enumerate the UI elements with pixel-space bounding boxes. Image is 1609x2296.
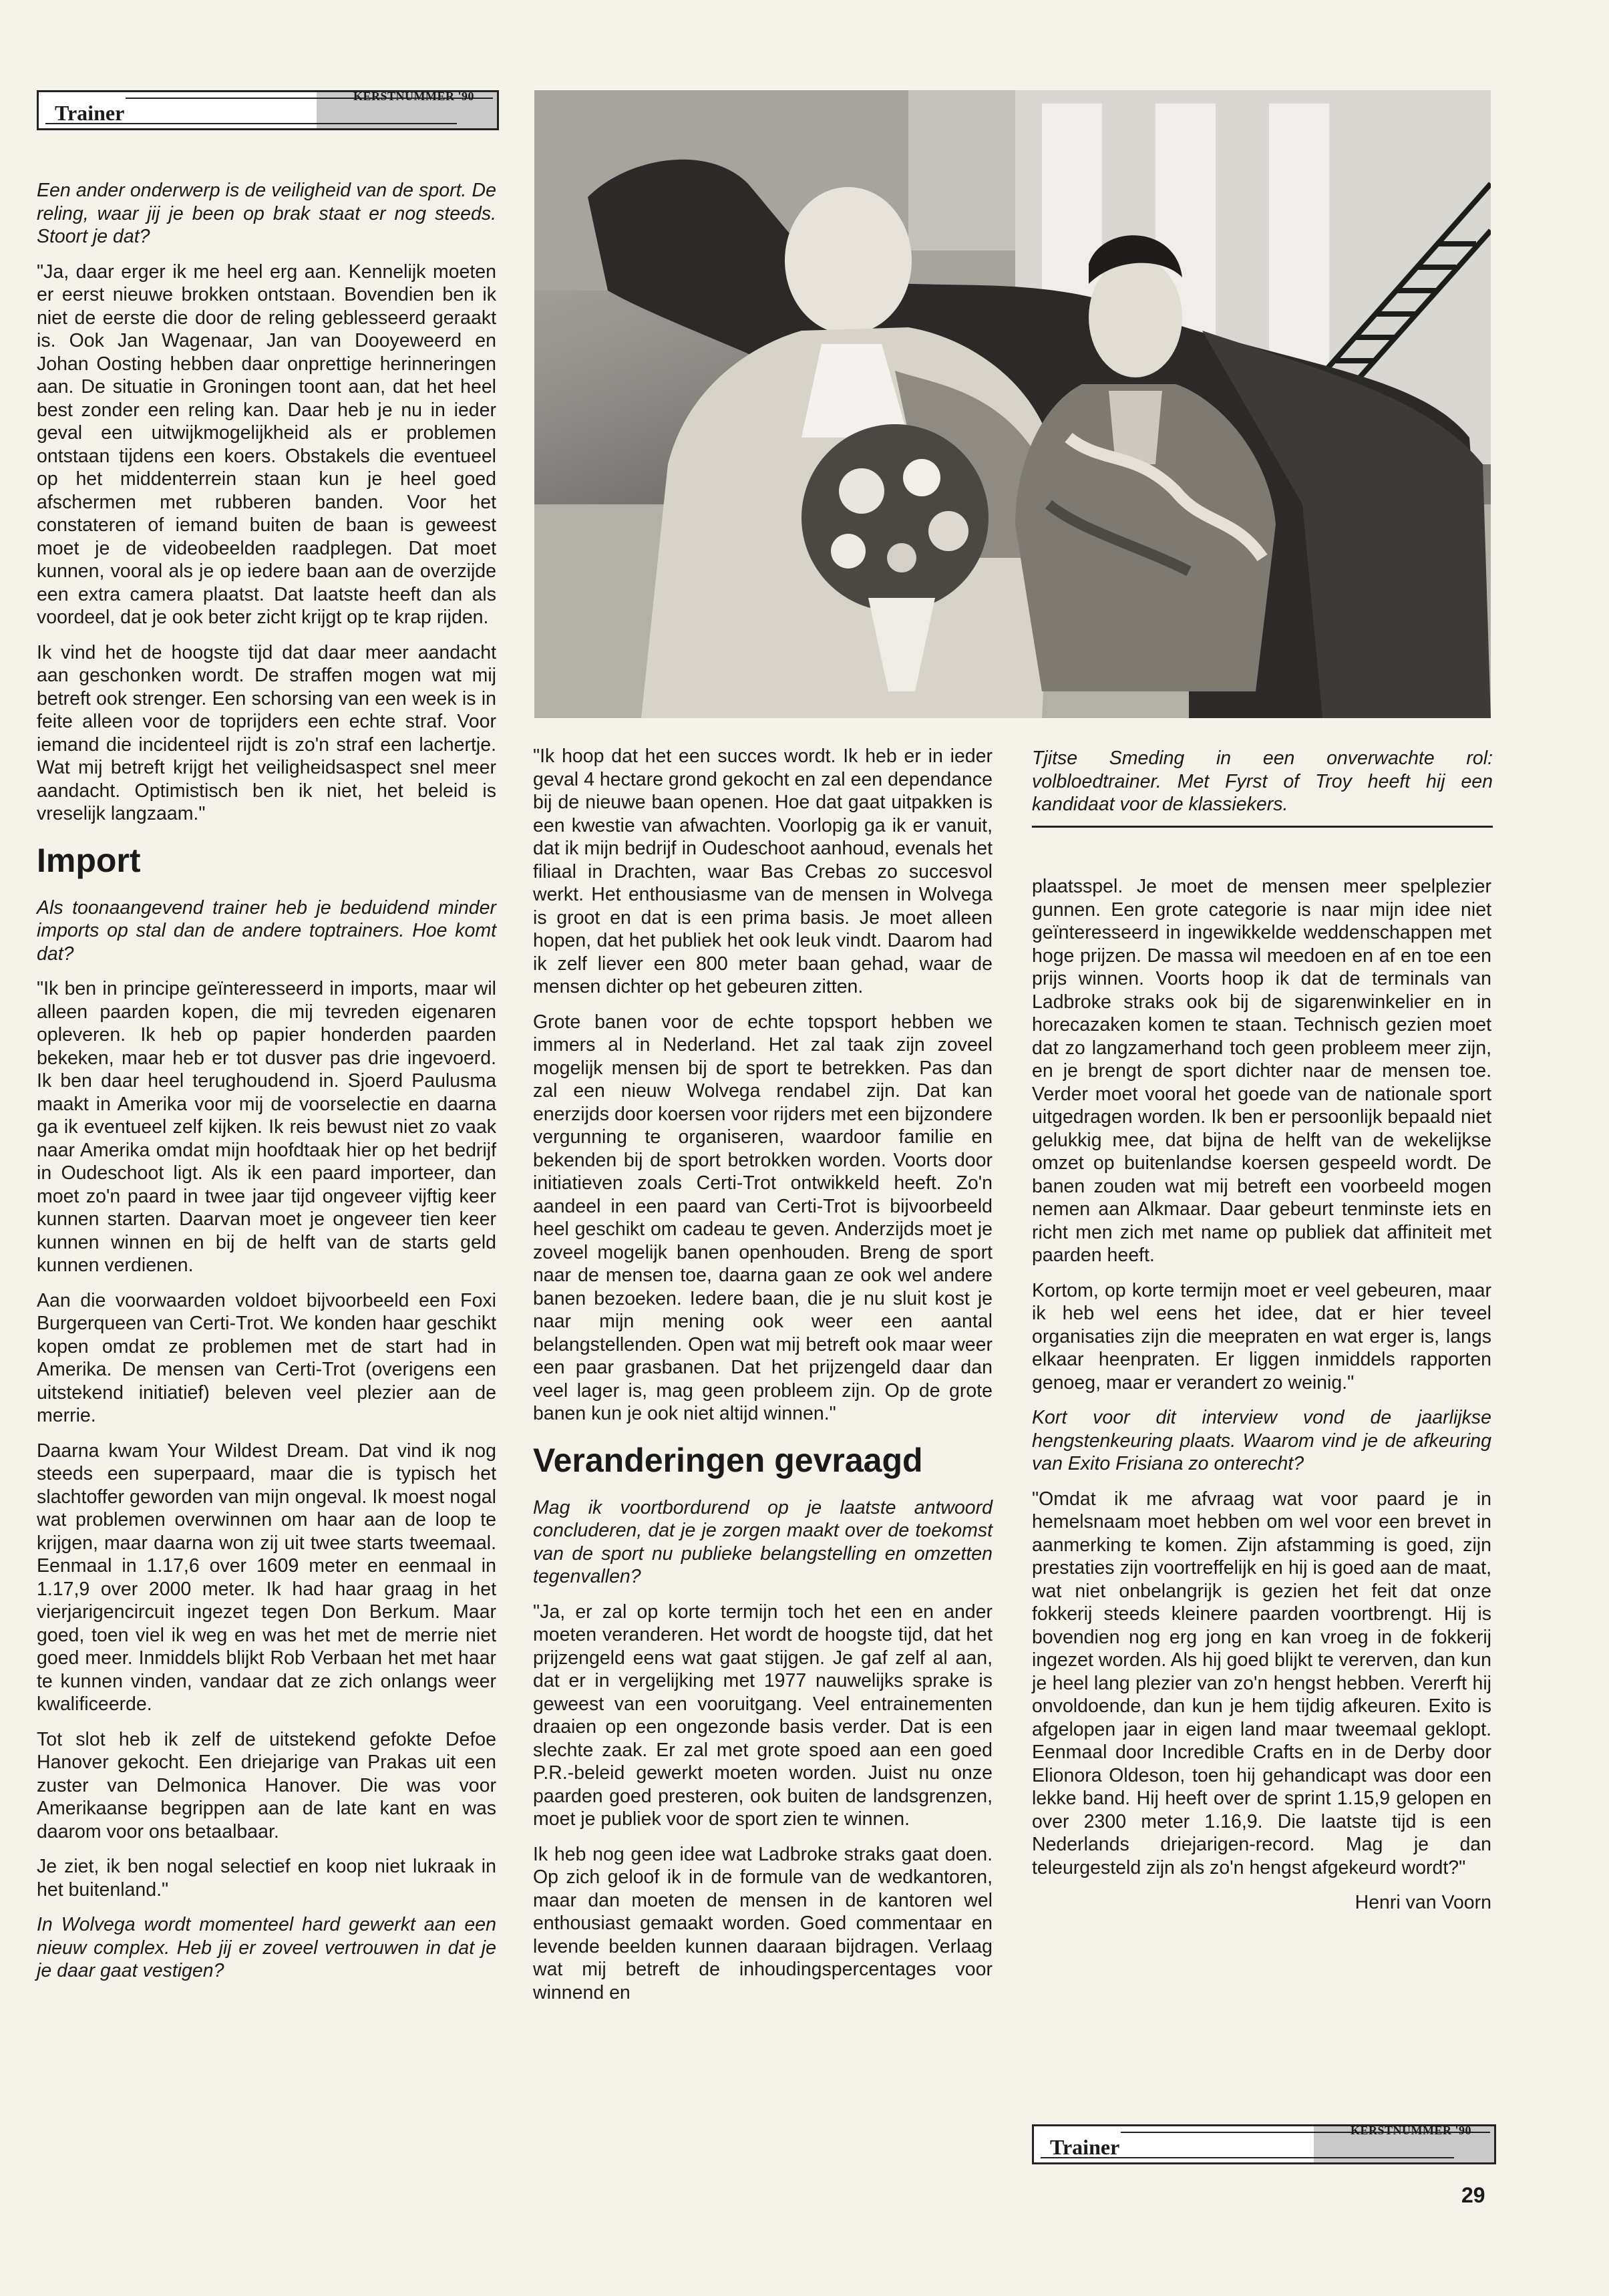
answer-paragraph: "Ja, daar erger ik me heel erg aan. Kennelijk moeten er eerst nieuwe brokken ontstaan. Bovendien ben ik niet de eerste die door de reling geblesseerd geraakt is. Ook Jan Wagenaar, Jan van Dooyeweerd en Johan Oosting hebben daar onprettige herinneringen aan. De situatie in Groningen toont aan, dat het heel best zonder een reling kan. Daar heb je nu in ieder geval een uitwijkmogelijkheid als er problemen ontstaan tijdens een koers. Obstakels die eventueel op het middenterrein staan kun je heel goed afschermen met rubberen banden. Voor het constateren of iemand buiten de baan is geweest moet je de videobeelden raadplegen. Dat moet kunnen, vooral als je op iedere baan aan de overzijde een extra camera plaatst. Dat laatste heeft dan als voordeel, dat je ook beter zicht krijgt op te krap rijden. xyxy=(37,261,496,628)
section-heading-changes: Veranderingen gevraagd xyxy=(533,1441,923,1479)
article-photo xyxy=(534,90,1491,718)
magazine-header xyxy=(37,90,499,130)
answer-paragraph: Aan die voorwaarden voldoet bijvoorbeeld een Foxi Burgerqueen van Certi-Trot. We konden haar geschikt kopen omdat ze problemen met de start had in Amerika. De mensen van Certi-Trot (overigens een uitstekend initiatief) beleven veel plezier aan de merrie. xyxy=(37,1289,496,1426)
answer-paragraph: "Ik hoop dat het een succes wordt. Ik heb er in ieder geval 4 hectare grond gekocht en zal een dependance bij de nieuwe baan openen. Hoe dat gaat uitpakken is een kwestie van afwachten. Voorlopig ga ik er vanuit, dat ik mijn bedrijf in Oudeschoot aanhoud, evenals het filiaal in Drachten, waar Bas Crebas zo succesvol werkt. Het enthousiasme van de mensen in Wolvega is groot en dat is een prima basis. Je moet alleen hopen, dat het publiek het ook leuk vindt. Daarom had ik zelf liever een 800 meter baan gehad, waar de mensen dichter op het gebeuren zitten. xyxy=(533,746,993,997)
page-number: 29 xyxy=(1461,2183,1485,2207)
answer-paragraph: plaatsspel. Je moet de mensen meer spelplezier gunnen. Een grote categorie is naar mijn idee niet geïnteresseerd in ingewikkelde weddenschappen met hoge prijzen. De massa wil meedoen en af en toe een prijs winnen. Voorts hoop ik dat de terminals van Ladbroke straks ook bij de sigarenwinkelier en in horecazaken komen te staan. Technisch gezien moet dat zo langzamerhand toch geen probleem meer zijn, en je brengt de sport dichter naar de mensen toe. Verder moet vooral het goede van de nationale sport uitgedragen worden. Ik ben er persoonlijk bepaald niet gelukkig mee, dat bijna de helft van de wekelijkse omzet op buitenlandse koersen gespeeld wordt. De banen zouden wat mij betreft een voorbeeld mogen nemen aan Alkmaar. Daar gebeurt tenminste iets en richt men zich met name op publiek dat affiniteit met paarden heeft. xyxy=(1032,876,1491,1266)
article-column-3 xyxy=(1032,875,1491,1915)
answer-paragraph: Ik heb nog geen idee wat Ladbroke straks gaat doen. Op zich geloof ik in de formule van de wedkantoren, maar dan moeten de mensen in de kantoren wel enthousiast gemaakt worden. Goed commentaar en levende beelden kunnen daaraan bijdragen. Verlaag wat mij betreft de inhoudingspercentages voor winnend en xyxy=(533,1843,993,2003)
question: In Wolvega wordt momenteel hard gewerkt aan een nieuw complex. Heb jij er zoveel vertrouwen in dat je je daar gaat vestigen? xyxy=(37,1914,496,1981)
footer-section-label: Trainer xyxy=(1050,2135,1120,2159)
photo-caption: Tjitse Smeding in een onverwachte rol: volbloedtrainer. Met Fyrst of Troy heeft hij een kandidaat voor de klassiekers. xyxy=(1032,747,1493,828)
answer-paragraph: Je ziet, ik ben nogal selectief en koop niet lukraak in het buitenland." xyxy=(37,1856,496,1901)
question: Als toonaangevend trainer heb je beduidend minder imports op stal dan de andere toptrainers. Hoe komt dat? xyxy=(37,896,496,965)
answer-paragraph: "Omdat ik me afvraag wat voor paard je in hemelsnaam moet hebben om wel voor een brevet in aanmerking te komen. Zijn afstamming is goed, zijn prestaties zijn voortreffelijk en hij is goed aan de maat, wat niet onbelangrijk is gezien het feit dat onze fokkerij steeds kleinere paarden voortbrengt. Hij is bovendien nog erg jong en kan vroeg in de fokkerij ingezet worden. Als hij goed blijkt te vererven, dan kun je heel lang plezier van zo'n hengst hebben. Vererft hij onvoldoende, dan kun je hem tijdig afkeuren. Exito is afgelopen jaar in eigen land maar tweemaal geklopt. Eenmaal door Incredible Crafts en in de Derby door Elionora Oldeson, toen hij gehandicapt was door een lekke band. Hij heeft over de sprint 1.15,9 gelopen en over 2300 meter 1.16,9. Die laatste tijd is een Nederlands driejarigen-record. Mag je dan teleurgesteld zijn als zo'n hengst afgekeurd wordt?" xyxy=(1032,1488,1491,1878)
question: Een ander onderwerp is de veiligheid van de sport. De reling, waar jij je been op brak staat er nog steeds. Stoort je dat? xyxy=(37,180,496,247)
section-heading-import: Import xyxy=(37,841,141,879)
footer-issue-label: KERSTNUMMER '90 xyxy=(1350,2124,1471,2137)
article-column-1 xyxy=(37,179,496,1995)
article-column-2 xyxy=(533,745,993,2016)
magazine-footer xyxy=(1032,2124,1496,2164)
question: Kort voor dit interview vond de jaarlijkse hengstenkeuring plaats. Waarom vind je de afkeuring van Exito Frisiana zo onterecht? xyxy=(1032,1407,1491,1474)
answer-paragraph: Ik vind het de hoogste tijd dat daar meer aandacht aan geschonken wordt. De straffen mogen wat mij betreft ook strenger. Een schorsing van een week is in feite alleen voor de toprijders een echte straf. Voor iemand die incidenteel rijdt is zo'n straf een lachertje. Wat mij betreft krijgt het veiligheidsaspect snel meer aandacht. Optimistisch ben ik niet, het beleid is vreselijk langzaam." xyxy=(37,641,496,824)
author-signature: Henri van Voorn xyxy=(1355,1892,1491,1913)
question: Mag ik voortbordurend op je laatste antwoord concluderen, dat je je zorgen maakt over de toekomst van de sport nu publieke belangstelling en omzetten tegenvallen? xyxy=(533,1496,993,1587)
answer-paragraph: Grote banen voor de echte topsport hebben we immers al in Nederland. Het zal taak zijn zoveel mogelijk mensen bij de sport te betrekken. Pas dan zal een nieuw Wolvega rendabel zijn. Dat kan enerzijds door koersen voor rijders met een bijzondere vergunning te organiseren, waardoor familie en bekenden bij de sport betrokken worden. Voorts door initiatieven zoals Certi-Trot ontwikkeld heeft. Zo'n aandeel in een paard van Certi-Trot is bijvoorbeeld heel geschikt om cadeau te geven. Anderzijds moet je zoveel mogelijk banen openhouden. Breng de sport naar de mensen toe, daarna gaan ze ook wel andere banen bezoeken. Iedere baan, die je nu sluit kost je naar mijn mening ook weer een aantal belangstellenden. Open wat mij betreft ook maar weer een paar grasbanen. Dat het prijzengeld daar dan veel lager is, mag geen probleem zijn. Op de grote banen kun je ook niet altijd winnen." xyxy=(533,1011,993,1424)
answer-paragraph: "Ik ben in principe geïnteresseerd in imports, maar wil alleen paarden kopen, die mij tevreden eigenaren opleveren. Ik heb op papier honderden paarden bekeken, maar heb er tot dusver pas drie ingevoerd. Ik ben daar heel terughoudend in. Sjoerd Paulusma maakt in Amerika voor mij de voorselectie en daarna ga ik eventueel zelf kijken. Ik reis bewust niet zo vaak naar Amerika omdat mijn hoofdtaak hier op het bedrijf in Oudeschoot ligt. Als ik een paard importeer, dan moet zo'n paard in twee jaar tijd ongeveer vijftig keer kunnen starten. Daarvan moet je ongeveer tien keer kunnen winnen en bij de helft van de starts geld kunnen verdienen. xyxy=(37,978,496,1276)
section-label: Trainer xyxy=(55,101,125,125)
answer-paragraph: Daarna kwam Your Wildest Dream. Dat vind ik nog steeds een superpaard, maar die is typisch het slachtoffer geworden van mijn ongeval. Ik moest nogal wat problemen overwinnen om haar aan de loop te krijgen, maar daarna won zij uit twee starts tweemaal. Eenmaal in 1.17,6 over 1609 meter en eenmaal in 1.17,9 over 2000 meter. Ik had haar graag in het vierjarigencircuit ingezet tegen Don Berkum. Maar goed, toen viel ik weg en was het met de merrie niet goed meer. Inmiddels blijkt Rob Verbaan het met haar te kunnen vinden, vandaar dat ze zich onlangs weer kwalificeerde. xyxy=(37,1440,496,1715)
issue-label: KERSTNUMMER '90 xyxy=(353,90,474,103)
photo-illustration xyxy=(534,90,1491,718)
answer-paragraph: Tot slot heb ik zelf de uitstekend gefokte Defoe Hanover gekocht. Een driejarige van Prakas uit een zuster van Delmonica Hanover. Die was voor Amerikaanse begrippen aan de late kant en was daarom voor ons betaalbaar. xyxy=(37,1728,496,1842)
answer-paragraph: "Ja, er zal op korte termijn toch het een en ander moeten veranderen. Het wordt de hoogste tijd, dat het prijzengeld eens wat gaat stijgen. Je gaf zelf al aan, dat er in vergelijking met 1977 nauwelijks sprake is geweest van een vooruitgang. Veel entrainementen draaien op een ongezonde basis verder. Dat is een slechte zaak. Er zal met grote spoed aan een goed P.R.-beleid gewerkt moeten worden. Juist nu onze paarden goed presteren, ook buiten de landsgrenzen, moet je publiek voor de sport zien te winnen. xyxy=(533,1601,993,1830)
answer-paragraph: Kortom, op korte termijn moet er veel gebeuren, maar ik heb wel eens het idee, dat er hier teveel organisaties zijn die meepraten en wat erger is, langs elkaar heenpraten. Er liggen inmiddels rapporten genoeg, maar er verandert zo weinig." xyxy=(1032,1279,1491,1393)
